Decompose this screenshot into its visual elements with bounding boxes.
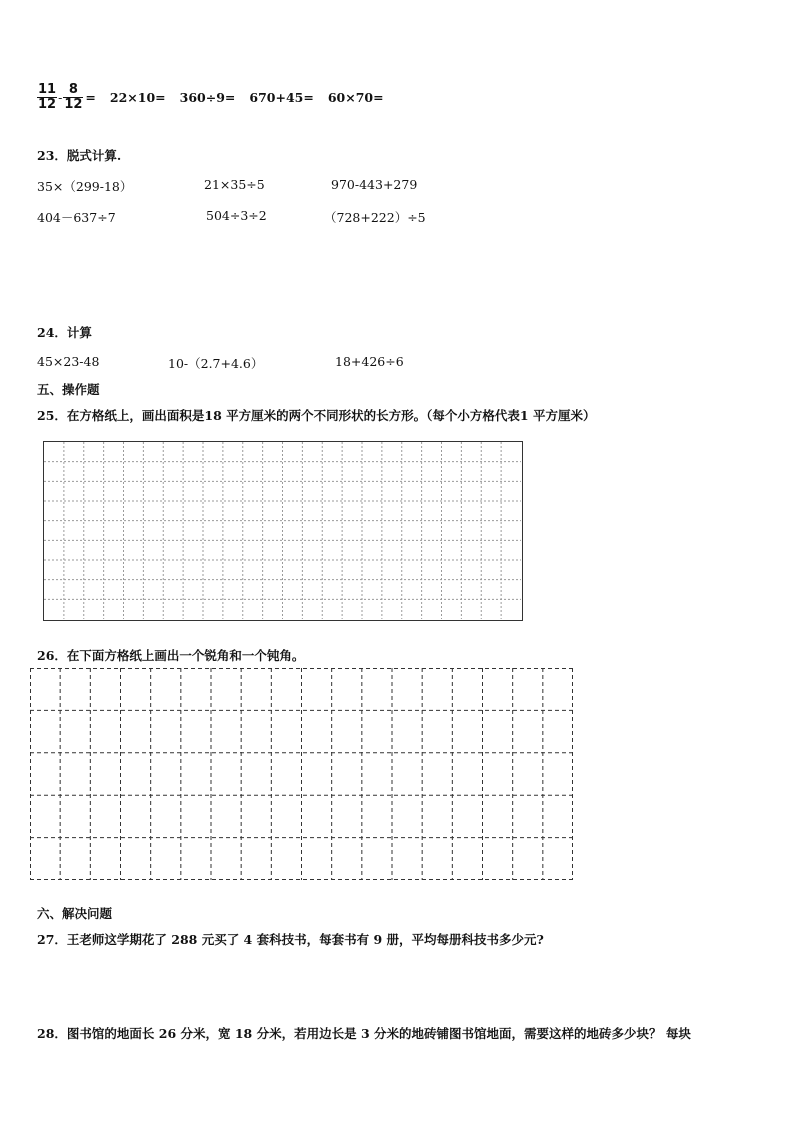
q27-title: 27．王老师这学期花了 288 元买了 4 套科技书，每套书有 9 册，平均每册科技书多少元? [37, 932, 544, 947]
fraction-a [37, 83, 57, 112]
mental-item-3: 670+45= [249, 89, 314, 105]
q23-expr-4: 404－637÷7 [37, 210, 116, 225]
q23-expr-5: 504÷3÷2 [206, 208, 267, 223]
q26-grid-lines [30, 668, 573, 880]
q23-expr-3: 970-443+279 [331, 177, 418, 192]
q24-expr-2: 10-（2.7+4.6） [168, 356, 264, 371]
fraction-a-denominator: 12 [38, 96, 57, 112]
q24-title: 24．计算 [37, 325, 92, 340]
mental-item-4: 60×70= [327, 89, 384, 105]
q23-title: 23．脱式计算. [37, 148, 122, 163]
fraction-b-numerator: 8 [63, 83, 83, 98]
fraction-b-denominator: 12 [64, 96, 83, 112]
q28-title: 28．图书馆的地面长 26 分米，宽 18 分米，若用边长是 3 分米的地砖铺图书馆地面，需要这样的地砖多少块？ 每块 [37, 1026, 691, 1041]
mental-item-2: 360÷9= [179, 89, 236, 105]
q25-square-grid[interactable] [43, 441, 523, 621]
equals-sign: = [85, 89, 96, 105]
q24-expr-3: 18+426÷6 [335, 354, 404, 369]
minus-sign: - [58, 89, 63, 105]
fraction-b [63, 83, 83, 112]
q23-expr-2: 21×35÷5 [204, 177, 265, 192]
q26-square-grid[interactable] [30, 668, 573, 880]
section-5-heading: 五、操作题 [37, 382, 100, 397]
q23-expr-1: 35×（299-18） [37, 179, 133, 194]
q23-expr-6: （728+222）÷5 [324, 210, 426, 225]
fraction-a-numerator: 11 [38, 81, 57, 97]
q25-grid-lines [44, 442, 521, 619]
q26-title: 26．在下面方格纸上画出一个锐角和一个钝角。 [37, 648, 305, 663]
q24-expr-1: 45×23-48 [37, 354, 100, 369]
q25-title: 25．在方格纸上，画出面积是18 平方厘米的两个不同形状的长方形。（每个小方格代表1 平方厘米） [37, 408, 596, 423]
mental-item-1: 22×10= [109, 89, 166, 105]
mental-math-row [37, 80, 384, 114]
section-6-heading: 六、解决问题 [37, 906, 113, 921]
